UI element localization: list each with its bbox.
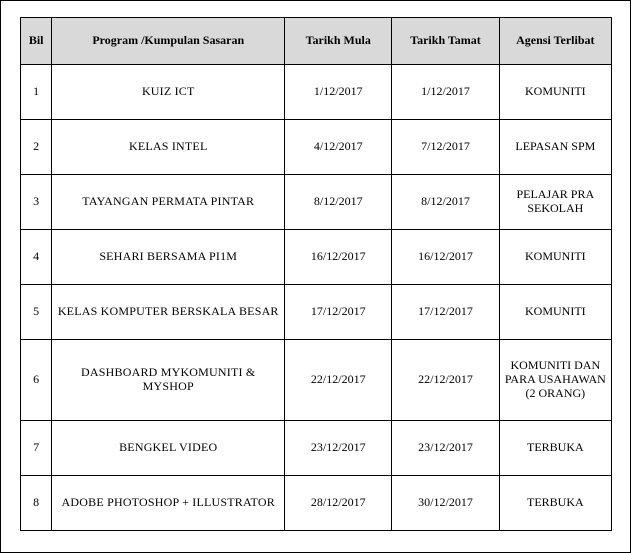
cell-tarikh-tamat: 23/12/2017 bbox=[392, 421, 499, 476]
cell-tarikh-mula: 28/12/2017 bbox=[285, 476, 392, 531]
table-row bbox=[21, 65, 612, 120]
cell-tarikh-mula: 1/12/2017 bbox=[285, 65, 392, 120]
cell-program: KELAS INTEL bbox=[52, 120, 285, 175]
cell-tarikh-tamat: 22/12/2017 bbox=[392, 340, 499, 421]
table-row bbox=[21, 230, 612, 285]
cell-agensi: TERBUKA bbox=[499, 421, 611, 476]
table-row bbox=[21, 175, 612, 230]
header-tarikh-tamat: Tarikh Tamat bbox=[392, 18, 499, 65]
cell-tarikh-mula: 16/12/2017 bbox=[285, 230, 392, 285]
cell-bil: 3 bbox=[21, 175, 52, 230]
cell-bil: 1 bbox=[21, 65, 52, 120]
table-header-row bbox=[21, 18, 612, 65]
cell-agensi: KOMUNITI DAN PARA USAHAWAN (2 ORANG) bbox=[499, 340, 611, 421]
cell-tarikh-tamat: 16/12/2017 bbox=[392, 230, 499, 285]
table-row bbox=[21, 340, 612, 421]
cell-tarikh-tamat: 17/12/2017 bbox=[392, 285, 499, 340]
cell-tarikh-tamat: 8/12/2017 bbox=[392, 175, 499, 230]
cell-agensi: KOMUNITI bbox=[499, 65, 611, 120]
cell-bil: 8 bbox=[21, 476, 52, 531]
cell-tarikh-mula: 8/12/2017 bbox=[285, 175, 392, 230]
cell-tarikh-tamat: 30/12/2017 bbox=[392, 476, 499, 531]
cell-agensi: PELAJAR PRA SEKOLAH bbox=[499, 175, 611, 230]
header-program: Program /Kumpulan Sasaran bbox=[52, 18, 285, 65]
cell-bil: 4 bbox=[21, 230, 52, 285]
table-row bbox=[21, 421, 612, 476]
cell-program: KUIZ ICT bbox=[52, 65, 285, 120]
cell-bil: 7 bbox=[21, 421, 52, 476]
cell-bil: 5 bbox=[21, 285, 52, 340]
table-row bbox=[21, 120, 612, 175]
cell-program: TAYANGAN PERMATA PINTAR bbox=[52, 175, 285, 230]
cell-agensi: KOMUNITI bbox=[499, 230, 611, 285]
cell-tarikh-mula: 23/12/2017 bbox=[285, 421, 392, 476]
cell-program: ADOBE PHOTOSHOP + ILLUSTRATOR bbox=[52, 476, 285, 531]
cell-program: BENGKEL VIDEO bbox=[52, 421, 285, 476]
header-agensi: Agensi Terlibat bbox=[499, 18, 611, 65]
cell-tarikh-mula: 22/12/2017 bbox=[285, 340, 392, 421]
cell-agensi: KOMUNITI bbox=[499, 285, 611, 340]
header-bil: Bil bbox=[21, 18, 52, 65]
cell-tarikh-tamat: 1/12/2017 bbox=[392, 65, 499, 120]
cell-bil: 6 bbox=[21, 340, 52, 421]
header-tarikh-mula: Tarikh Mula bbox=[285, 18, 392, 65]
cell-bil: 2 bbox=[21, 120, 52, 175]
cell-agensi: LEPASAN SPM bbox=[499, 120, 611, 175]
cell-tarikh-mula: 17/12/2017 bbox=[285, 285, 392, 340]
cell-agensi: TERBUKA bbox=[499, 476, 611, 531]
program-table bbox=[20, 17, 612, 531]
table-row bbox=[21, 476, 612, 531]
cell-program: DASHBOARD MYKOMUNITI & MYSHOP bbox=[52, 340, 285, 421]
cell-tarikh-mula: 4/12/2017 bbox=[285, 120, 392, 175]
cell-program: KELAS KOMPUTER BERSKALA BESAR bbox=[52, 285, 285, 340]
table-row bbox=[21, 285, 612, 340]
cell-program: SEHARI BERSAMA PI1M bbox=[52, 230, 285, 285]
cell-tarikh-tamat: 7/12/2017 bbox=[392, 120, 499, 175]
